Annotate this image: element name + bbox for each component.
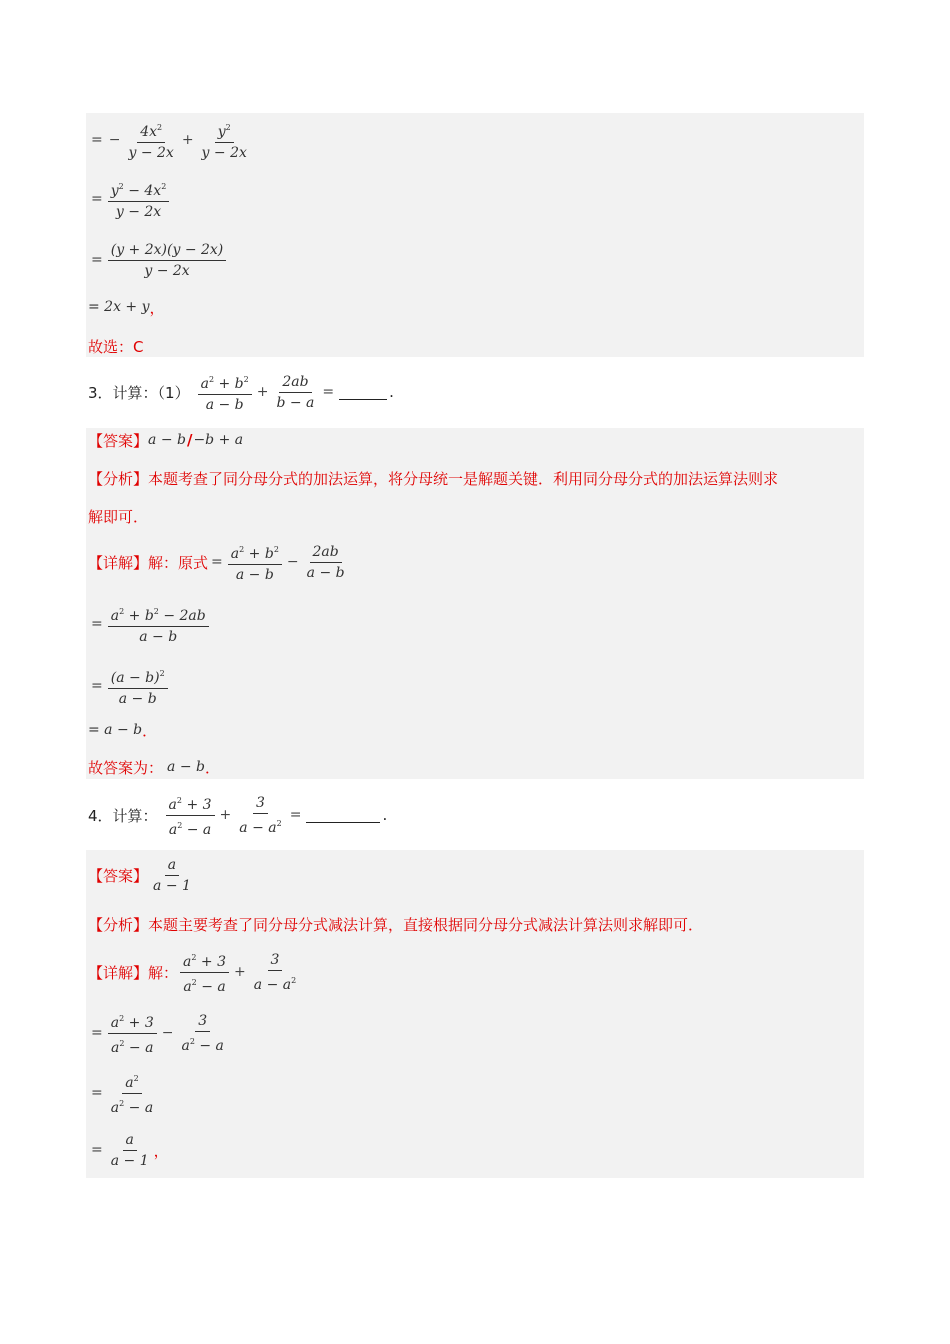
math-line: = $\frac{a^2 + b^2 - 2ab}{a - b}$	[88, 602, 211, 646]
fraction: $\frac{3}{a^2 - a}$	[181, 1012, 224, 1054]
math-line: = 2x + y ，	[88, 298, 165, 317]
question-4: 4．计算： $\frac{a^2 + 3}{a^2 - a}$ + $\frac{3}{a - a^2}$ = .	[88, 794, 388, 838]
fraction: $\frac{a^2 + b^2}{a - b}$	[228, 542, 282, 583]
fraction: $\frac{(a - b)^2}{a - b}$	[108, 666, 168, 707]
math-line: = $\frac{y^2 - 4x^2}{y - 2x}$	[88, 177, 171, 221]
math-line: = $\frac{(a - b)^2}{a - b}$	[88, 662, 170, 710]
detail-line: 【详解】 解： $\frac{a^2 + 3}{a^2 - a}$ + $\frac{3}{a - a^2}$	[88, 950, 301, 994]
conclusion: 故选：C	[88, 337, 144, 356]
fraction: $\frac{2ab}{a - b}$	[306, 543, 345, 581]
fraction: $\frac{y^2 - 4x^2}{y - 2x}$	[108, 179, 170, 220]
math-line: = $\frac{a^2}{a^2 - a}$	[88, 1071, 158, 1115]
fraction: $\frac{a^2 + 3}{a^2 - a}$	[180, 950, 229, 995]
fraction: $\frac{a}{a - 1}$	[110, 1131, 149, 1169]
analysis-line: 解即可．	[88, 507, 149, 526]
fraction: $\frac{4x^2}{y - 2x}$	[125, 120, 176, 161]
question-3: 3．计算：（1） $\frac{a^2 + b^2}{a - b}$ + $\frac{2ab}{b - a}$ = .	[88, 373, 394, 413]
fraction: $\frac{a^2 + 3}{a^2 - a}$	[166, 793, 215, 838]
answer-blank	[306, 808, 380, 823]
conclusion: 故答案为： a − b ．	[88, 758, 220, 777]
math-line: = $\frac{(y + 2x)(y - 2x)}{y - 2x}$	[88, 238, 228, 282]
math-line: = $\frac{a^2 + 3}{a^2 - a}$ − $\frac{3}{a^2 - a}$	[88, 1011, 229, 1055]
answer-line: 【答案】 $\frac{a}{a - 1}$	[88, 853, 196, 897]
analysis-line: 【分析】 本题主要考查了同分母分式减法计算，直接根据同分母分式减法计算法则求解即可．	[88, 915, 704, 934]
fraction: $\frac{y^2}{y - 2x}$	[199, 120, 250, 161]
fraction: $\frac{2ab}{b - a}$	[276, 373, 315, 411]
math-line: = − $\frac{4x^2}{y - 2x}$ + $\frac{y^2}{y - 2x}$	[88, 118, 252, 162]
analysis-line: 【分析】 本题考查了同分母分式的加法运算，将分母统一是解题关键．利用同分母分式的加法运算法则求	[88, 469, 779, 488]
math-line: = $\frac{a}{a - 1}$ ，	[91, 1131, 169, 1169]
detail-line: 【详解】 解：原式 = $\frac{a^2 + b^2}{a - b}$ − $\frac{2ab}{a - b}$	[88, 540, 350, 584]
fraction: $\frac{a}{a - 1}$	[153, 856, 191, 894]
fraction: $\frac{3}{a - a^2}$	[253, 951, 297, 993]
fraction: $\frac{a^2 + b^2}{a - b}$	[198, 372, 252, 413]
fraction: $\frac{a^2 + 3}{a^2 - a}$	[108, 1011, 157, 1056]
answer-line: 【答案】 a − b / −b + a	[88, 431, 244, 450]
fraction: $\frac{a^2}{a^2 - a}$	[108, 1071, 156, 1116]
math-line: = a − b ．	[88, 721, 158, 740]
fraction: $\frac{3}{a - a^2}$	[239, 794, 282, 836]
fraction: $\frac{(y + 2x)(y - 2x)}{y - 2x}$	[108, 242, 227, 279]
fraction: $\frac{a^2 + b^2 - 2ab}{a - b}$	[108, 604, 209, 645]
answer-blank	[339, 385, 387, 400]
